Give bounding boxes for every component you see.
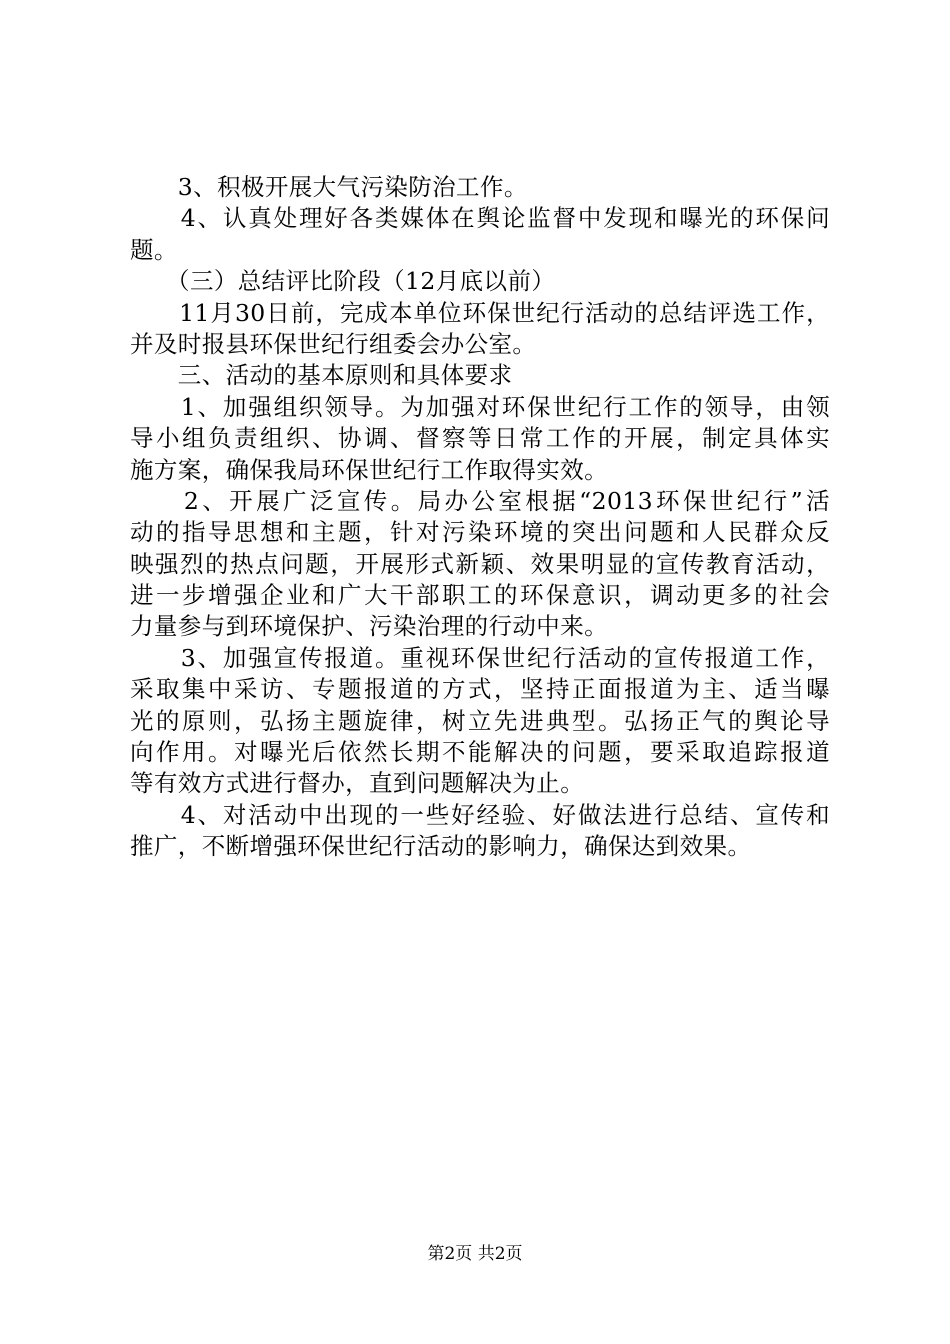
text-line: 11月30日前，完成本单位环保世纪行活动的总结评选工作， (130, 298, 830, 327)
text-line: 施方案，确保我局环保世纪行工作取得实效。 (130, 455, 608, 484)
text-line: （三）总结评比阶段（12月底以前） (130, 267, 556, 296)
text-line: 力量参与到环境保护、污染治理的行动中来。 (130, 612, 608, 641)
text-line: 向作用。对曝光后依然长期不能解决的问题，要采取追踪报道 (130, 738, 830, 767)
text-line: 并及时报县环保世纪行组委会办公室。 (130, 329, 537, 358)
text-line: 2、开展广泛宣传。局办公室根据“2013环保世纪行”活 (130, 486, 830, 515)
text-line: 3、积极开展大气污染防治工作。 (130, 173, 528, 201)
text-line: 导小组负责组织、协调、督察等日常工作的开展，制定具体实 (130, 424, 830, 453)
text-line: 等有效方式进行督办，直到问题解决为止。 (130, 769, 585, 798)
text-line: 1、加强组织领导。为加强对环保世纪行工作的领导，由领 (130, 392, 830, 421)
text-line: 进一步增强企业和广大干部职工的环保意识，调动更多的社会 (130, 581, 830, 610)
text-line: 推广，不断增强环保世纪行活动的影响力，确保达到效果。 (130, 832, 752, 861)
text-line: 动的指导思想和主题，针对污染环境的突出问题和人民群众反 (130, 518, 830, 547)
text-line: 4、认真处理好各类媒体在舆论监督中发现和曝光的环保问 (130, 204, 830, 233)
page-footer: 第2页 共2页 (427, 1244, 523, 1264)
text-line: 4、对活动中出现的一些好经验、好做法进行总结、宣传和 (130, 800, 830, 829)
text-line: 采取集中采访、专题报道的方式，坚持正面报道为主、适当曝 (130, 675, 830, 704)
document-body (130, 172, 830, 863)
text-line: 3、加强宣传报道。重视环保世纪行活动的宣传报道工作， (130, 643, 830, 672)
text-line: 映强烈的热点问题，开展形式新颖、效果明显的宣传教育活动， (130, 549, 830, 578)
text-line: 光的原则，弘扬主题旋律，树立先进典型。弘扬正气的舆论导 (130, 706, 830, 735)
text-line: 题。 (130, 235, 178, 264)
text-line: 三、活动的基本原则和具体要求 (130, 361, 513, 390)
